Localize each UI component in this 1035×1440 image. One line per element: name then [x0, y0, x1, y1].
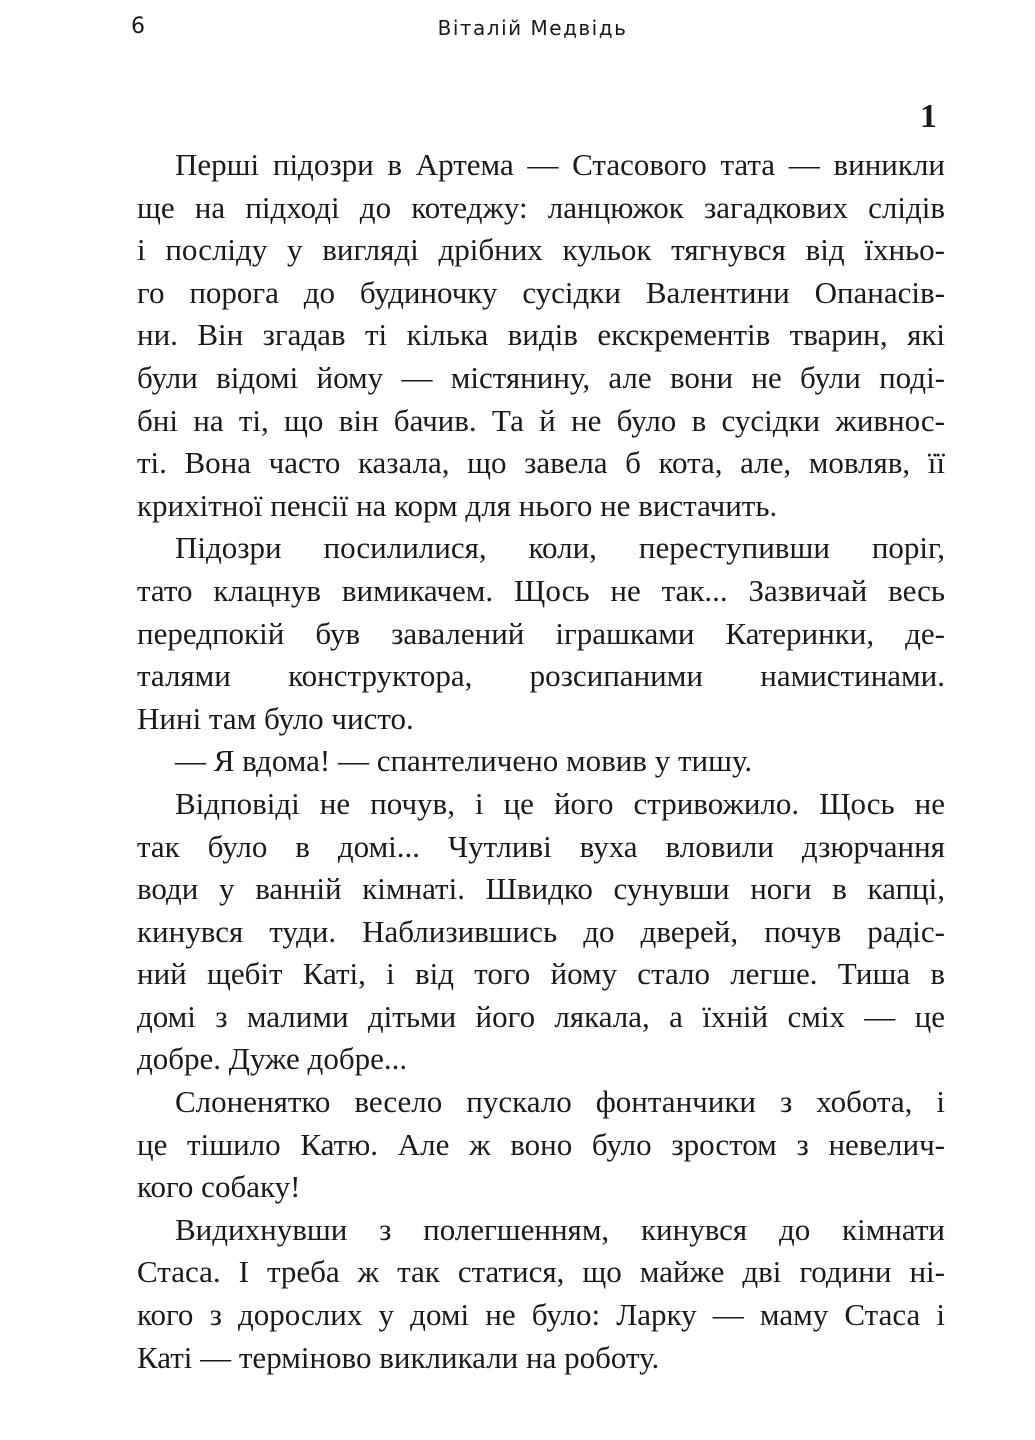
text-line: ще на підході до котеджу: ланцюжок загадкових слідів: [137, 189, 945, 225]
text-line: передпокій був завалений іграшками Катеринки, де-: [137, 615, 945, 651]
paragraph: [137, 144, 945, 527]
body-text: [137, 144, 945, 1379]
text-line: Підозри посилилися, коли, переступивши поріг,: [175, 530, 945, 566]
text-line: Видихнувши з полегшенням, кинувся до кімнати: [175, 1211, 945, 1247]
text-line: це тішило Катю. Але ж воно було зростом з невелич-: [137, 1126, 945, 1162]
text-line: Слоненятко весело пускало фонтанчики з хобота, і: [175, 1084, 945, 1120]
text-line: Перші підозри в Артема — Стасового тата — виникли: [175, 147, 945, 182]
text-line: добре. Дуже добре...: [137, 1041, 408, 1077]
running-head-author: Віталій Медвідь: [437, 16, 628, 40]
text-line: ті. Вона часто казала, що завела б кота, але, мовляв, її: [137, 445, 945, 481]
text-line: Відповіді не почув, і це його стривожило. Щось не: [175, 785, 945, 821]
paragraph: [137, 740, 945, 783]
text-line: ни. Він згадав ті кілька видів екскрементів тварин, які: [137, 317, 945, 353]
text-line: води у ванній кімнаті. Швидко сунувши ноги в капці,: [137, 871, 945, 907]
text-line: кого собаку!: [137, 1169, 301, 1205]
text-line: ний щебіт Каті, і від того йому стало легше. Тиша в: [137, 956, 945, 992]
text-line: кого з дорослих у домі не було: Ларку — маму Стаса і: [137, 1297, 945, 1333]
text-line: — Я вдома! — спантеличено мовив у тишу.: [175, 743, 753, 779]
text-line: домі з малими дітьми його лякала, а їхній сміх — це: [137, 998, 945, 1034]
paragraph: [137, 1081, 945, 1209]
text-line: Нині там було чисто.: [137, 700, 414, 736]
text-line: тато клацнув вимикачем. Щось не так... Зазвичай весь: [137, 572, 945, 608]
paragraph: [137, 783, 945, 1081]
text-line: так було в домі... Чутливі вуха вловили дзюрчання: [137, 828, 945, 864]
text-line: Каті — терміново викликали на роботу.: [137, 1339, 660, 1375]
chapter-number: 1: [920, 98, 937, 135]
text-line: і посліду у вигляді дрібних кульок тягнувся від їхньо-: [137, 232, 945, 268]
text-line: бні на ті, що він бачив. Та й не було в сусідки живнос-: [137, 402, 945, 438]
paragraph: [137, 1209, 945, 1379]
text-line: кинувся туди. Наблизившись до дверей, почув радіс-: [137, 913, 945, 949]
text-line: крихітної пенсії на корм для нього не вистачить.: [137, 487, 778, 523]
text-line: були відомі йому — містянину, але вони не були поді-: [137, 359, 945, 395]
text-line: го порога до будиночку сусідки Валентини Опанасів-: [137, 274, 945, 310]
page-number: 6: [131, 14, 145, 39]
text-line: талями конструктора, розсипаними намистинами.: [137, 658, 945, 694]
paragraph: [137, 527, 945, 740]
text-line: Стаса. І треба ж так статися, що майже дві години ні-: [137, 1254, 945, 1290]
